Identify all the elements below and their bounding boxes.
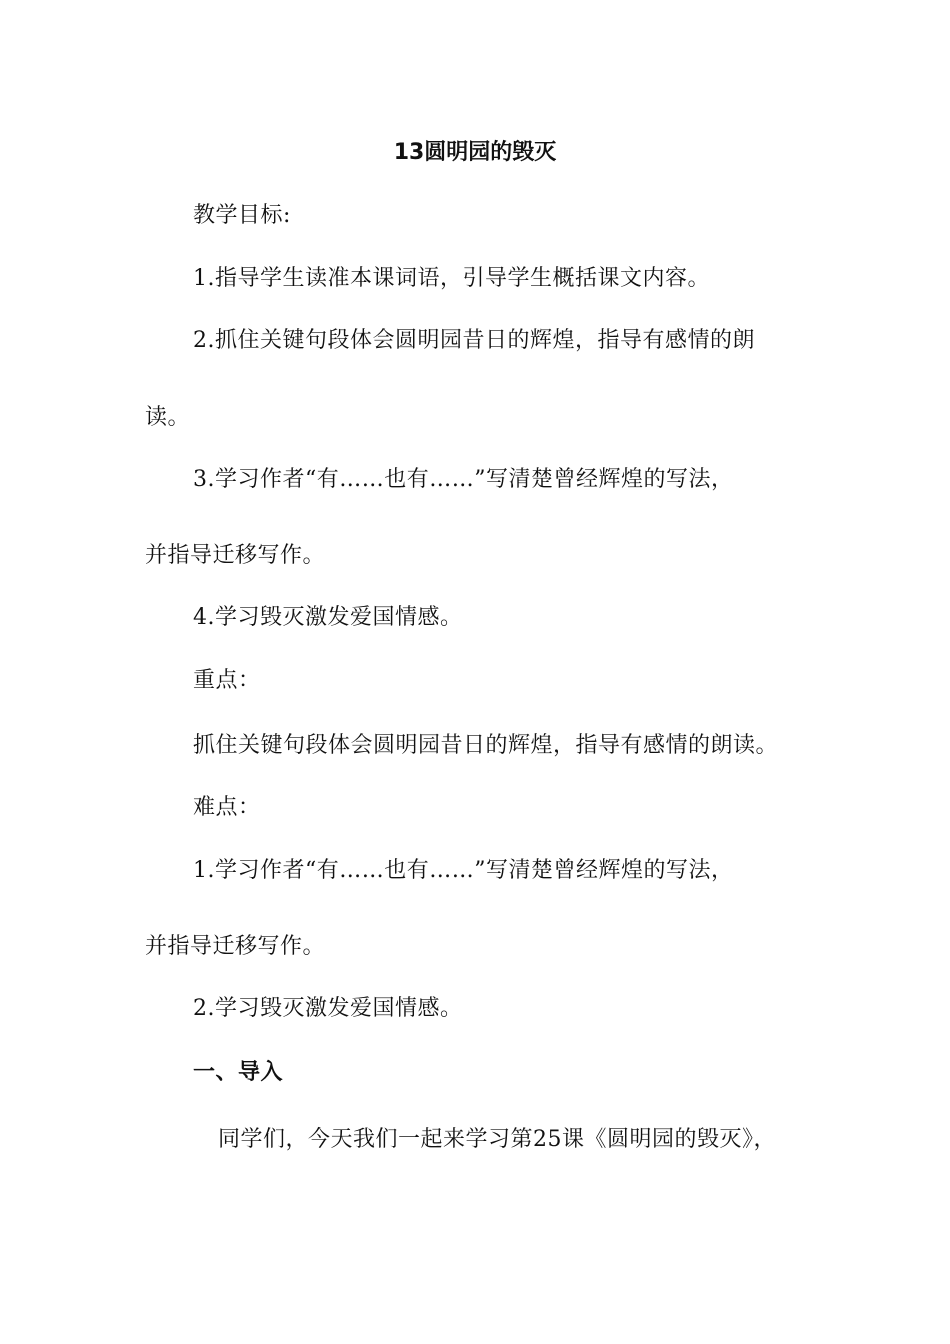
difficulty-1-line-1: 1.学习作者“有……也有……”写清楚曾经辉煌的写法， [193, 858, 734, 883]
objective-4: 4.学习毁灭激发爱国情感。 [193, 605, 463, 630]
objective-3-line-1: 3.学习作者“有……也有……”写清楚曾经辉煌的写法， [193, 467, 734, 492]
objective-1: 1.指导学生读准本课词语，引导学生概括课文内容。 [193, 266, 710, 291]
objectives-heading: 教学目标: [193, 203, 291, 228]
section-1-text: 同学们，今天我们一起来学习第25课《圆明园的毁灭》， [218, 1127, 776, 1152]
difficulty-2: 2.学习毁灭激发爱国情感。 [193, 996, 463, 1021]
document-title: 13圆明园的毁灭 [393, 140, 557, 165]
difficulty-1-line-2: 并指导迁移写作。 [145, 934, 326, 959]
key-point-heading: 重点： [193, 668, 261, 693]
objective-2-line-2: 读。 [145, 405, 191, 430]
section-1-heading: 一、导入 [193, 1060, 284, 1085]
difficulty-heading: 难点： [193, 795, 261, 820]
objective-3-line-2: 并指导迁移写作。 [145, 543, 326, 568]
objective-2-line-1: 2.抓住关键句段体会圆明园昔日的辉煌，指导有感情的朗 [193, 328, 755, 353]
key-point-text: 抓住关键句段体会圆明园昔日的辉煌，指导有感情的朗读。 [193, 733, 779, 758]
